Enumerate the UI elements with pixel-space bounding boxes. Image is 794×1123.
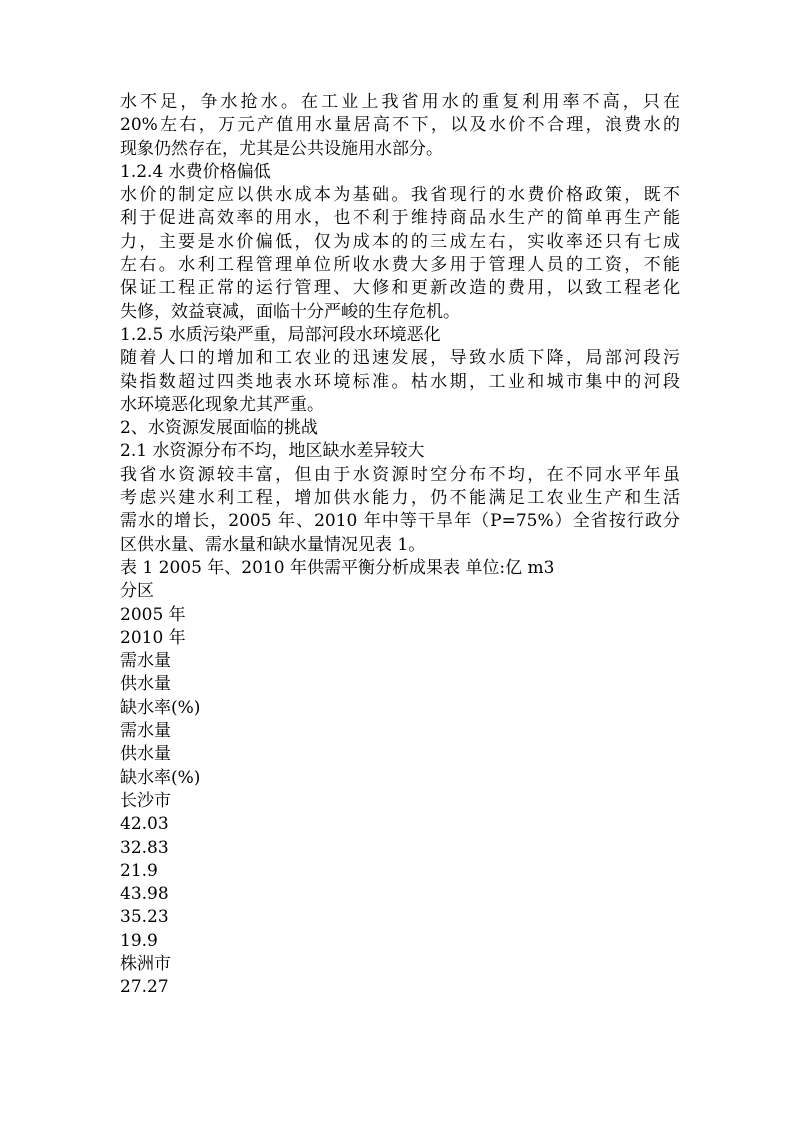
text-line: 力，主要是水价偏低，仅为成本的的三成左右，实收率还只有七成 [120, 231, 680, 252]
table-caption: 表 1 2005 年、2010 年供需平衡分析成果表 单位:亿 m3 [120, 557, 555, 578]
table-cell-header-supply: 供水量 [120, 674, 171, 695]
text-line: 失修，效益衰减，面临十分严峻的生存危机。 [120, 301, 460, 322]
table-cell-header-2005: 2005 年 [120, 604, 186, 625]
table-cell-value: 27.27 [120, 977, 169, 998]
text-line: 染指数超过四类地表水环境标准。枯水期，工业和城市集中的河段 [120, 371, 680, 392]
text-line: 左右。水利工程管理单位所收水费大多用于管理人员的工资，不能 [120, 255, 680, 276]
table-cell-header-region: 分区 [120, 581, 154, 602]
table-cell-header-2010: 2010 年 [120, 627, 186, 648]
paragraph-water-price [120, 184, 680, 324]
table-cell-value: 43.98 [120, 884, 169, 905]
table-cell-value: 35.23 [120, 907, 169, 928]
text-line: 我省水资源较丰富，但由于水资源时空分布不均，在不同水平年虽 [120, 464, 680, 485]
text-line: 利于促进高效率的用水，也不利于维持商品水生产的简单再生产能 [120, 208, 680, 229]
section-heading-1-2-4: 1.2.4 水费价格偏低 [120, 161, 271, 182]
text-line: 考虑兴建水利工程，增加供水能力，仍不能满足工农业生产和生活 [120, 488, 680, 509]
table-cell-header-shortage-rate: 缺水率(%) [120, 697, 201, 718]
text-line: 水环境恶化现象尤其严重。 [120, 394, 324, 415]
text-line: 区供水量、需水量和缺水量情况见表 1。 [120, 534, 426, 555]
text-line: 随着人口的增加和工农业的迅速发展，导致水质下降，局部河段污 [120, 348, 680, 369]
table-cell-region: 株洲市 [120, 953, 171, 974]
paragraph-water-shortage [120, 91, 680, 161]
text-line: 现象仍然存在，尤其是公共设施用水部分。 [120, 138, 443, 159]
table-items-list [120, 580, 680, 999]
text-line: 保证工程正常的运行管理、大修和更新改造的费用，以致工程老化 [120, 278, 680, 299]
table-cell-header-demand: 需水量 [120, 651, 171, 672]
table-cell-header-demand: 需水量 [120, 721, 171, 742]
text-line: 20%左右，万元产值用水量居高不下，以及水价不合理，浪费水的 [120, 115, 680, 136]
table-cell-value: 19.9 [120, 930, 158, 951]
table-cell-region: 长沙市 [120, 790, 171, 811]
table-cell-value: 42.03 [120, 814, 169, 835]
paragraph-water-pollution [120, 347, 680, 417]
section-heading-1-2-5: 1.2.5 水质污染严重，局部河段水环境恶化 [120, 324, 441, 345]
table-cell-value: 21.9 [120, 860, 158, 881]
section-heading-2-1: 2.1 水资源分布不均，地区缺水差异较大 [120, 441, 425, 462]
text-line: 水不足，争水抢水。在工业上我省用水的重复利用率不高，只在 [120, 92, 680, 112]
text-line: 需水的增长，2005 年、2010 年中等干旱年（P=75%）全省按行政分 [120, 511, 680, 532]
table-cell-header-shortage-rate: 缺水率(%) [120, 767, 201, 788]
text-line: 水价的制定应以供水成本为基础。我省现行的水费价格政策，既不 [120, 185, 680, 206]
table-cell-header-supply: 供水量 [120, 744, 171, 765]
paragraph-water-distribution [120, 464, 680, 557]
document-page [120, 91, 680, 1000]
table-cell-value: 32.83 [120, 837, 169, 858]
section-heading-2: 2、水资源发展面临的挑战 [120, 418, 318, 439]
